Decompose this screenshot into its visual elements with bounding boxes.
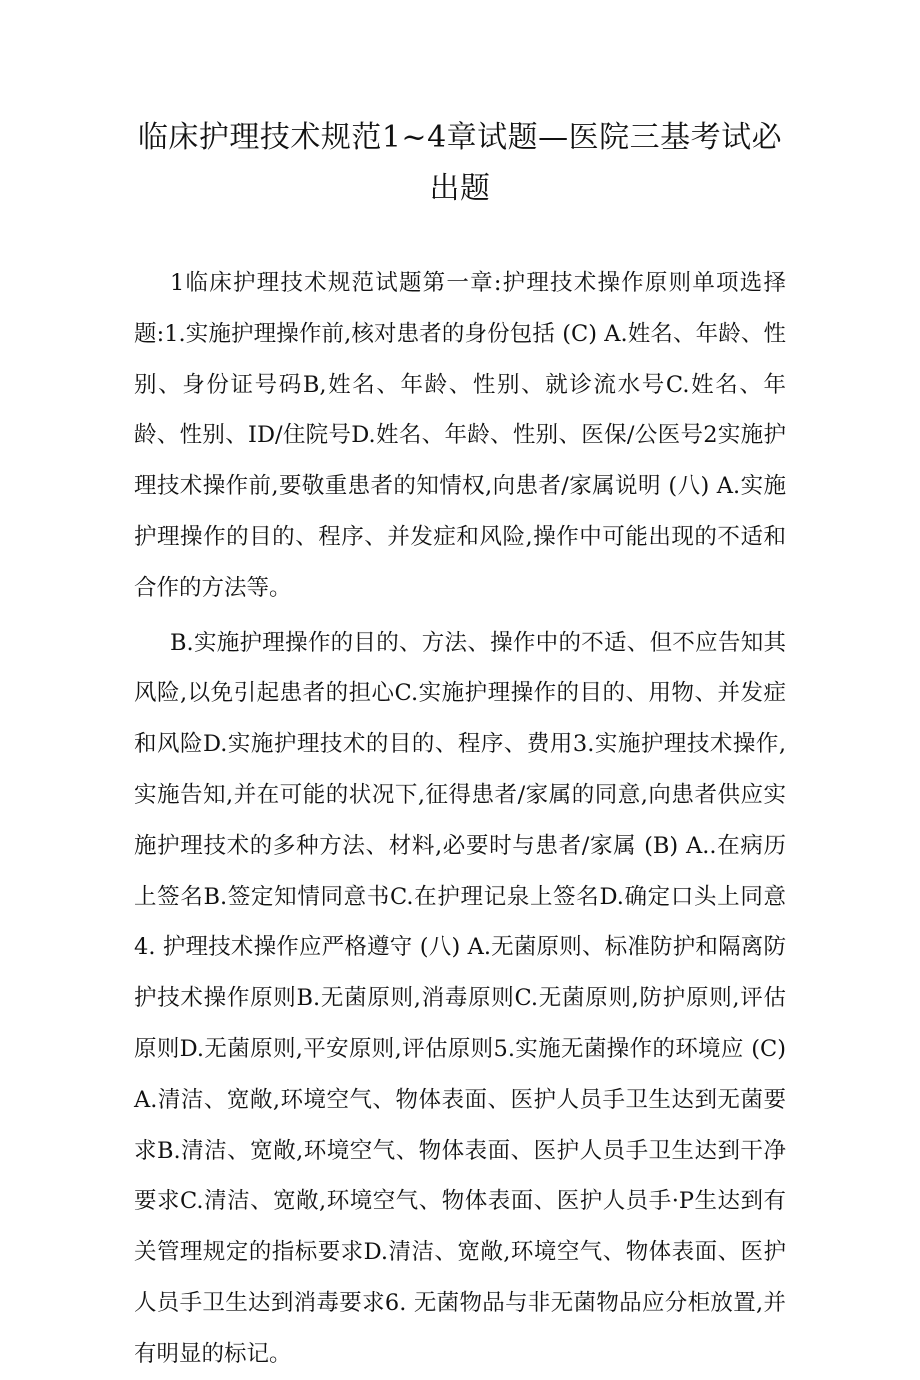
document-title: [134, 112, 786, 214]
title-line-1: 临床护理技术规范1~4章试题—医院三基考试必: [137, 120, 783, 155]
document-body: [134, 258, 786, 1380]
title-line-2: 出题: [429, 171, 491, 206]
body-paragraph-2: B.实施护理操作的目的、方法、操作中的不适、但不应告知其风险,以免引起患者的担心C.实施护理操作的目的、用物、并发症和风险D.实施护理技术的目的、程序、费用3.实施护理技术操作,实施告知,并在可能的状况下,征得患者/家属的同意,向患者供应实施护理技术的多种方法、材料,必要时与患者/家属 (B) A..在病历上签名B.签定知情同意书C.在护理记泉上签名D.确定口头上同意4. 护理技术操作应严格遵守 (八) A.无菌原则、标准防护和隔离防护技术操作原则B.无菌原则,消毒原则C.无菌原则,防护原则,评估原则D.无菌原则,平安原则,评估原则5.实施无菌操作的环境应 (C) A.清洁、宽敞,环境空气、物体表面、医护人员手卫生达到无菌要求B.清洁、宽敞,环境空气、物体表面、医护人员手卫生达到干净要求C.清洁、宽敞,环境空气、物体表面、医护人员手·P生达到有关管理规定的指标要求D.清洁、宽敞,环境空气、物体表面、医护人员手卫生达到消毒要求6. 无菌物品与非无菌物品应分柜放置,并有明显的标记。: [134, 629, 786, 1367]
body-paragraph-1: 1临床护理技术规范试题第一章:护理技术操作原则单项选择题:1.实施护理操作前,核对患者的身份包括 (C) A.姓名、年龄、性别、身份证号码B,姓名、年龄、性别、就诊流水号C.姓名、年龄、性别、ID/住院号D.姓名、年龄、性别、医保/公医号2实施护理技术操作前,要敬重患者的知情权,向患者/家属说明 (八) A.实施护理操作的目的、程序、并发症和风险,操作中可能出现的不适和合作的方法等。: [134, 270, 786, 601]
